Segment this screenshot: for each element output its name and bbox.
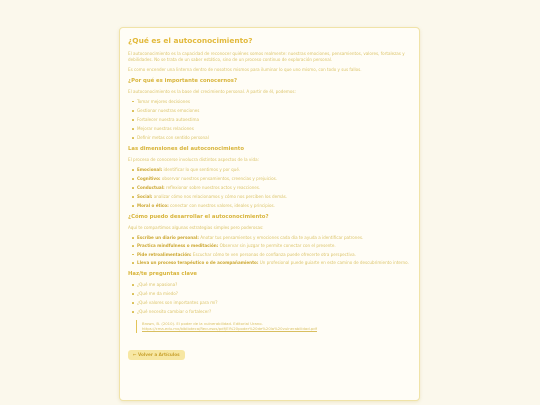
list-item — [137, 260, 411, 266]
item-label: Emocional: — [137, 166, 163, 172]
questions-list — [128, 282, 411, 315]
why-list — [128, 99, 411, 141]
item-label: Escribe un diario personal: — [137, 235, 199, 240]
item-label: Pide retroalimentación: — [137, 251, 192, 257]
page-title: ¿Qué es el autoconocimiento? — [128, 36, 253, 45]
item-label: Conductual: — [137, 185, 165, 190]
list-item: Tomar mejores decisiones — [137, 99, 411, 105]
item-text: identificar lo que sentimos y por qué. — [162, 166, 241, 172]
item-label: Social: — [137, 194, 153, 200]
item-text: Un profesional puede guiarte en este camino de descubrimiento interno. — [258, 259, 409, 265]
citation-link[interactable]: https://cma.edu.mx/biblioteca/Recursos/pdf/El%20poder%20de%20la%20vulnerabilidad.pdf — [142, 326, 317, 332]
dimensions-text: El proceso de conocerse involucra distintos aspectos de la vida: — [128, 156, 259, 162]
item-text: Anotar tus pensamientos y emociones cada día te ayuda a identificar patrones. — [198, 235, 364, 240]
list-item — [137, 176, 411, 182]
item-text: reflexionar sobre nuestros actos y reacciones. — [164, 185, 261, 190]
back-to-articles-button[interactable]: ← Volver a Artículos — [128, 350, 185, 360]
item-text: observar nuestros pensamientos, creencias y prejuicios. — [160, 175, 278, 181]
citation-text: Brown, B. (2010). El poder de la vulnerabilidad. Editorial Urano. — [142, 320, 263, 326]
intro-paragraph: El autoconocimiento es la capacidad de reconocer quiénes somos realmente: nuestras emociones, pensamientos, valores, fortalezas y debilidades. No se trata de un saber estático, sino de un proceso continuo de exploración personal. — [128, 51, 405, 62]
item-label: Lleva un proceso terapéutico o de acompañamiento: — [137, 259, 259, 265]
how-heading: ¿Cómo puedo desarrollar el autoconocimiento? — [128, 214, 269, 221]
how-text: Aquí te compartimos algunas estrategias simples pero poderosas: — [128, 225, 264, 231]
list-item: Fortalecer nuestra autoestima — [137, 117, 411, 123]
list-item: ¿Qué me da miedo? — [137, 291, 411, 297]
item-text: Observar sin juzgar te permite conectar con el presente. — [218, 243, 336, 249]
why-text: El autoconocimiento es la base del crecimiento personal. A partir de él, podemos: — [128, 88, 296, 94]
item-text: analizar cómo nos relacionamos y cómo nos perciben los demás. — [152, 194, 288, 200]
why-heading: ¿Por qué es importante conocernos? — [128, 77, 238, 84]
item-label: Moral o ético: — [137, 203, 169, 209]
article-card — [119, 27, 420, 401]
item-text: Escuchar cómo te ven personas de confianza puede ofrecerte otra perspectiva. — [191, 251, 356, 257]
list-item: ¿Qué necesito cambiar o fortalecer? — [137, 309, 411, 315]
list-item — [137, 235, 411, 241]
list-item: Definir metas con sentido personal — [137, 135, 411, 141]
list-item: Gestionar nuestras emociones — [137, 108, 411, 114]
item-label: Practica mindfulness o meditación: — [137, 243, 219, 249]
list-item: ¿Qué valores son importantes para mí? — [137, 300, 411, 306]
item-label: Cognitivo: — [137, 175, 161, 181]
questions-heading: Haz/te preguntas clave — [128, 270, 198, 277]
list-item: ¿Qué me apasiona? — [137, 282, 411, 288]
dimensions-heading: Las dimensiones del autoconocimiento — [128, 145, 244, 152]
list-item — [137, 243, 411, 249]
dimensions-list — [128, 167, 411, 209]
item-text: conectar con nuestros valores, ideales y principios. — [168, 203, 275, 209]
list-item — [137, 203, 411, 209]
intro-paragraph-2: Es como encender una linterna dentro de nosotros mismos para iluminar lo que uno mismo, con todo y sus fallos. — [128, 66, 362, 72]
citation-block — [136, 320, 411, 333]
list-item — [137, 194, 411, 200]
list-item — [137, 252, 411, 258]
list-item — [137, 185, 411, 191]
how-list — [128, 235, 411, 266]
list-item — [137, 167, 411, 173]
list-item: Mejorar nuestras relaciones — [137, 126, 411, 132]
